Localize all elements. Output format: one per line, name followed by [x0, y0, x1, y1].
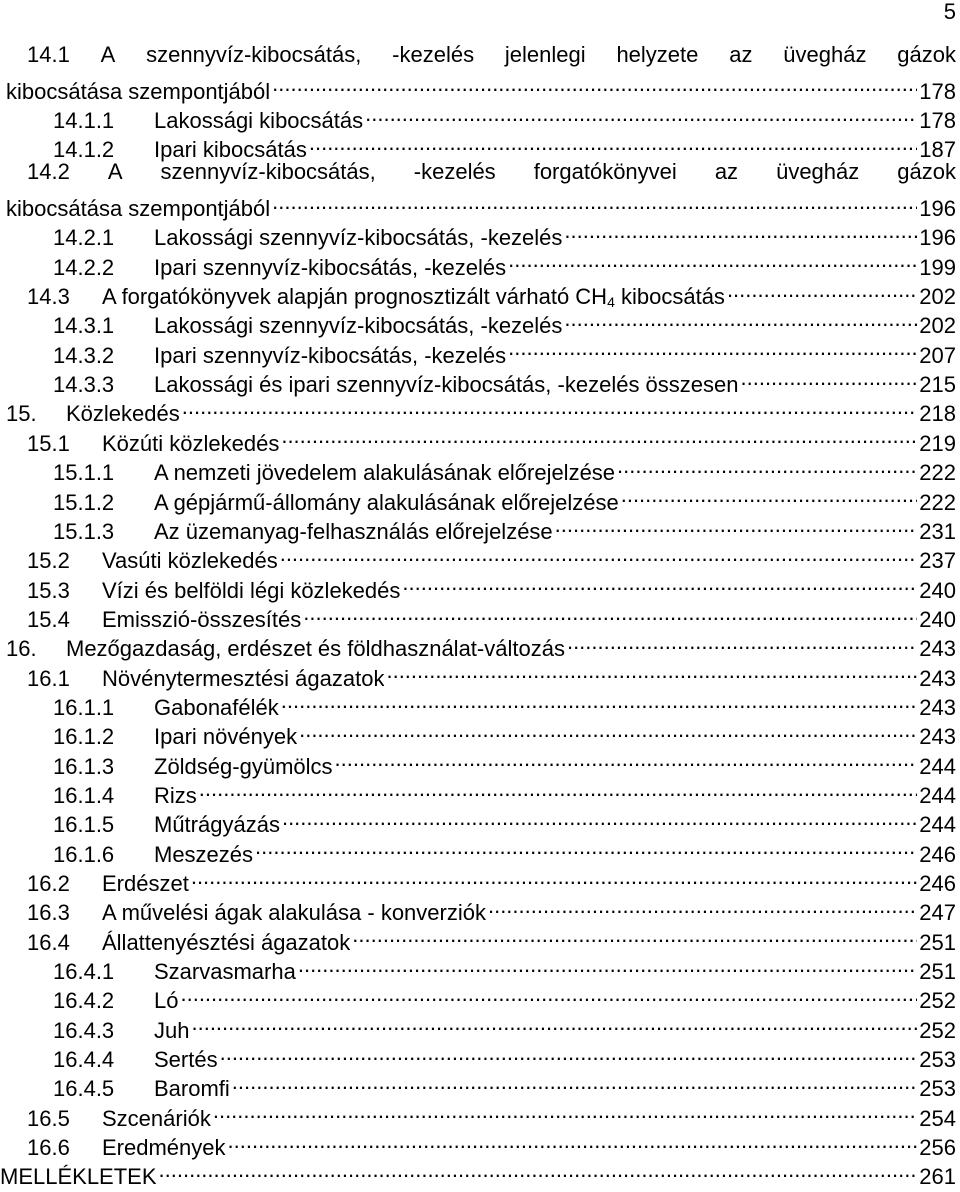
toc-entry-number: 14.2.2 — [53, 254, 115, 280]
toc-entry-title-suffix: kibocsátás — [614, 284, 725, 310]
toc-entry-page: 196 — [919, 225, 956, 251]
toc-entry[interactable] — [0, 891, 956, 926]
toc-entry-title-text: Lakossági és ipari szennyvíz-kibocsátás, -kezelés összesen — [154, 372, 739, 398]
dot-leader — [562, 216, 917, 245]
toc-entry[interactable] — [0, 862, 956, 896]
toc-entry-title-text: Erdészet — [102, 870, 189, 896]
toc-entry-title-text: Ipari növények — [154, 724, 298, 750]
toc-entry-title-subscript: 4 — [607, 294, 615, 311]
dot-leader — [562, 304, 917, 333]
toc-entry[interactable] — [0, 715, 956, 750]
toc-entry-number: 15.1.3 — [53, 518, 115, 544]
toc-entry-page: 246 — [919, 870, 956, 896]
toc-entry-number: 14.3.1 — [53, 313, 115, 339]
dot-leader — [486, 891, 917, 920]
toc-entry-title-word: gázok — [897, 42, 956, 67]
toc-entry-number: 15. — [6, 401, 37, 427]
dot-leader — [739, 363, 918, 392]
toc-entry[interactable] — [0, 568, 956, 603]
toc-entry-title-text: Ipari szennyvíz-kibocsátás, -kezelés — [154, 254, 507, 280]
toc-entry-page: 219 — [919, 430, 956, 456]
toc-entry[interactable] — [0, 510, 956, 544]
dot-leader — [189, 1008, 917, 1037]
toc-entry-title-continued: kibocsátása szempontjából — [6, 196, 271, 222]
toc-entry-page: 244 — [919, 782, 956, 808]
toc-entry-number: 14.3.3 — [53, 372, 115, 398]
dot-leader — [506, 245, 917, 274]
toc-entry-title-text: Juh — [154, 1017, 190, 1043]
toc-entry-page: 178 — [919, 78, 956, 104]
toc-entry-page: 222 — [919, 489, 956, 515]
toc-entry-title-word: jelenlegi — [504, 42, 586, 67]
toc-entry-number: 15.2 — [27, 548, 70, 574]
toc-entry-title-text: MELLÉKLETEK — [0, 1164, 157, 1190]
toc-entry-number: 14.2.1 — [53, 225, 115, 251]
toc-entry[interactable] — [0, 598, 956, 632]
page-number: 5 — [943, 0, 956, 24]
toc-entry-title-word: A — [107, 159, 123, 185]
toc-entry[interactable] — [0, 128, 956, 163]
toc-entry[interactable] — [0, 920, 956, 955]
toc-entry-number: 15.3 — [27, 577, 70, 603]
toc-entry-title-text: Lakossági szennyvíz-kibocsátás, -kezelés — [154, 313, 563, 339]
toc-entry[interactable] — [0, 1126, 956, 1161]
toc-entry[interactable] — [0, 774, 956, 808]
dot-leader — [615, 451, 917, 480]
toc-entry-number: 16.1.6 — [53, 841, 115, 867]
toc-entry[interactable] — [0, 99, 956, 134]
dot-leader — [180, 392, 918, 421]
toc-entry-title-text: Vízi és belföldi légi közlekedés — [102, 577, 401, 603]
toc-entry-title-word: üvegház — [776, 159, 860, 185]
dot-leader — [280, 803, 917, 832]
toc-entry[interactable] — [0, 979, 956, 1014]
table-of-contents — [0, 40, 956, 1190]
toc-entry-page: 256 — [919, 1135, 956, 1161]
toc-entry-page: 218 — [919, 401, 956, 427]
toc-entry-title-text: Állattenyésztési ágazatok — [102, 929, 351, 955]
toc-entry-title-text: Gabonafélék — [154, 694, 279, 720]
toc-entry-title-word: szennyvíz-kibocsátás, — [146, 42, 362, 67]
dot-leader — [270, 69, 917, 98]
toc-entry[interactable] — [0, 333, 956, 368]
toc-entry-number: 16.1.2 — [53, 724, 115, 750]
toc-entry-page: 187 — [919, 137, 956, 163]
toc-entry[interactable] — [0, 304, 956, 339]
toc-entry-number: 16.6 — [27, 1135, 70, 1161]
toc-entry[interactable] — [0, 656, 956, 691]
toc-entry-title-word: forgatókönyvei — [533, 159, 677, 185]
toc-entry-title-text: A nemzeti jövedelem alakulásának előrejelzése — [154, 460, 616, 486]
toc-entry-number: 16.1 — [27, 665, 70, 691]
toc-entry[interactable] — [0, 1096, 956, 1131]
toc-entry-title-text: Szarvasmarha — [154, 959, 296, 984]
dot-leader — [400, 568, 917, 597]
toc-entry-number: 16.4.2 — [53, 988, 115, 1014]
toc-entry-number: 16.4.1 — [53, 959, 115, 984]
dot-leader — [197, 774, 918, 803]
toc-entry-title-text: Ipari szennyvíz-kibocsátás, -kezelés — [154, 342, 507, 368]
toc-entry-page: 196 — [919, 196, 956, 222]
toc-entry-title-text: Lakossági szennyvíz-kibocsátás, -kezelés — [154, 225, 563, 251]
toc-entry-title-text: Mezőgazdaság, erdészet és földhasználat-változás — [66, 636, 565, 662]
toc-entry[interactable] — [0, 627, 956, 662]
dot-leader — [725, 275, 917, 304]
toc-entry-number: 14.1.1 — [53, 108, 115, 134]
toc-entry[interactable] — [0, 803, 956, 838]
toc-entry-title-text: Zöldség-gyümölcs — [154, 753, 333, 779]
dot-leader — [296, 950, 917, 979]
toc-entry-number: 16.4.3 — [53, 1017, 115, 1043]
toc-entry[interactable] — [0, 421, 956, 456]
toc-entry-number: 16.1.4 — [53, 782, 115, 808]
toc-entry-page: 237 — [919, 548, 956, 574]
dot-leader — [297, 715, 917, 744]
toc-entry-title-text: Műtrágyázás — [154, 812, 280, 838]
dot-leader — [333, 744, 918, 773]
dot-leader — [279, 421, 917, 450]
toc-entry-page: 240 — [919, 577, 956, 603]
toc-entry-title-text: Közúti közlekedés — [102, 430, 280, 456]
toc-entry-number: 16.5 — [27, 1105, 70, 1131]
dot-leader — [301, 598, 917, 627]
toc-entry-title — [0, 1162, 157, 1191]
toc-entry-page: 202 — [919, 313, 956, 339]
toc-entry-title-word: helyzete — [616, 42, 699, 67]
toc-entry-title-continued: kibocsátása szempontjából — [6, 78, 271, 104]
toc-entry-title-text: Az üzemanyag-felhasználás előrejelzése — [154, 518, 553, 544]
toc-entry[interactable] — [0, 832, 956, 867]
toc-entry[interactable] — [0, 451, 956, 486]
dot-leader — [211, 1096, 917, 1125]
toc-entry-title-text: A forgatókönyvek alapján prognosztizált várható CH — [102, 284, 608, 310]
toc-entry-title-word: üvegház — [783, 42, 867, 67]
toc-entry-title-text: Sertés — [154, 1047, 218, 1073]
dot-leader — [270, 187, 917, 216]
toc-entry[interactable] — [0, 686, 956, 720]
toc-entry-page: 243 — [919, 636, 956, 662]
toc-entry-page: 222 — [919, 460, 956, 486]
toc-entry-page: 254 — [919, 1105, 956, 1131]
dot-leader — [279, 686, 918, 715]
toc-entry-number: 16.1.1 — [53, 694, 115, 720]
dot-leader — [226, 1126, 918, 1155]
toc-entry[interactable] — [0, 480, 956, 515]
toc-entry-page: 246 — [919, 841, 956, 867]
toc-entry-title-word: szennyvíz-kibocsátás, — [160, 159, 376, 185]
toc-entry[interactable] — [0, 216, 956, 251]
toc-entry-number: 16.2 — [27, 870, 70, 896]
toc-entry-number: 14.3.2 — [53, 342, 115, 368]
toc-entry-page: 244 — [919, 812, 956, 838]
toc-entry-page: 178 — [919, 108, 956, 134]
toc-entry[interactable] — [0, 392, 956, 427]
dot-leader — [565, 627, 917, 656]
toc-entry-number: 16. — [6, 636, 37, 662]
toc-entry-number: 15.1.1 — [53, 460, 115, 486]
toc-entry-title-text: Meszezés — [154, 841, 254, 867]
dot-leader — [350, 920, 917, 949]
toc-entry-title-text: Növénytermesztési ágazatok — [102, 665, 385, 691]
dot-leader — [157, 1155, 918, 1184]
toc-entry-page: 253 — [919, 1076, 956, 1102]
toc-entry-number: 16.1.3 — [53, 753, 115, 779]
toc-entry[interactable] — [0, 1067, 956, 1102]
toc-entry-title-word: gázok — [897, 159, 956, 185]
toc-entry-title-word: az — [729, 42, 753, 67]
toc-entry-page: 253 — [919, 1047, 956, 1073]
dot-leader — [619, 480, 918, 509]
dot-leader — [218, 1038, 918, 1067]
dot-leader — [253, 832, 917, 861]
toc-entry-page: 243 — [919, 694, 956, 720]
toc-entry[interactable] — [0, 1155, 956, 1190]
dot-leader — [178, 979, 917, 1008]
toc-entry-title-text: Vasúti közlekedés — [102, 548, 278, 574]
toc-entry-title-word: az — [714, 159, 739, 185]
toc-entry-page: 215 — [919, 372, 956, 398]
toc-entry-title-text: A gépjármű-állomány alakulásának előrejelzése — [154, 489, 619, 515]
toc-entry-number: 15.1.2 — [53, 489, 115, 515]
toc-entry[interactable] — [0, 539, 956, 574]
toc-entry-page: 261 — [919, 1164, 956, 1190]
toc-entry[interactable] — [0, 40, 956, 104]
toc-entry-number: 16.4.5 — [53, 1076, 115, 1102]
toc-entry-page: 240 — [919, 606, 956, 632]
dot-leader — [230, 1067, 917, 1096]
dot-leader — [278, 539, 918, 568]
toc-entry[interactable] — [0, 363, 956, 398]
toc-entry[interactable] — [0, 275, 956, 311]
toc-entry-page: 252 — [919, 1017, 956, 1043]
toc-entry-title-text: Ipari kibocsátás — [154, 137, 307, 163]
toc-entry-page: 251 — [919, 959, 956, 984]
toc-entry-number: 16.4 — [27, 929, 70, 955]
toc-entry-number: 14.3 — [27, 284, 70, 310]
toc-entry-page: 251 — [919, 929, 956, 955]
toc-entry-page: 199 — [919, 254, 956, 280]
toc-entry-page: 244 — [919, 753, 956, 779]
toc-entry[interactable] — [0, 1038, 956, 1073]
dot-leader — [506, 333, 917, 362]
toc-entry-page: 231 — [919, 518, 956, 544]
dot-leader — [553, 510, 918, 539]
toc-entry-number: 16.1.5 — [53, 812, 115, 838]
toc-entry-title-text: Közlekedés — [66, 401, 180, 427]
toc-entry-number: 14.1.2 — [53, 137, 115, 163]
toc-entry-title-word: A — [100, 42, 116, 67]
toc-entry-title-text: A művelési ágak alakulása - konverziók — [102, 900, 486, 926]
toc-entry-number: 15.4 — [27, 606, 70, 632]
toc-entry-page: 207 — [919, 342, 956, 368]
toc-entry-number: 16.3 — [27, 900, 70, 926]
toc-entry-title-text: Baromfi — [154, 1076, 230, 1102]
toc-entry-title-text: Eredmények — [102, 1135, 226, 1161]
dot-leader — [307, 128, 917, 157]
dot-leader — [384, 656, 917, 685]
toc-entry[interactable] — [0, 245, 956, 280]
toc-entry-page: 243 — [919, 665, 956, 691]
toc-entry-title-word: -kezelés — [413, 159, 496, 185]
toc-entry[interactable] — [0, 157, 956, 222]
toc-entry-page: 247 — [919, 900, 956, 926]
toc-entry-number: 14.2 — [27, 159, 70, 185]
toc-entry-number: 15.1 — [27, 430, 70, 456]
toc-entry-number: 14.1 — [27, 42, 70, 67]
toc-entry-title-text: Ló — [154, 988, 179, 1014]
toc-entry-title-text: Emisszió-összesítés — [102, 606, 302, 632]
toc-entry-number: 16.4.4 — [53, 1047, 115, 1073]
toc-entry[interactable] — [0, 1008, 956, 1043]
toc-entry-title-word: -kezelés — [392, 42, 475, 67]
toc-entry-title-text: Szcenáriók — [102, 1105, 211, 1131]
toc-entry-page: 243 — [919, 724, 956, 750]
toc-entry-page: 252 — [919, 988, 956, 1014]
dot-leader — [189, 862, 917, 891]
toc-entry-page: 202 — [919, 284, 956, 310]
toc-entry[interactable] — [0, 950, 956, 984]
toc-entry-title-text: Rizs — [154, 782, 197, 808]
toc-entry[interactable] — [0, 744, 956, 779]
toc-entry-title-text: Lakossági kibocsátás — [154, 108, 364, 134]
dot-leader — [363, 99, 917, 128]
